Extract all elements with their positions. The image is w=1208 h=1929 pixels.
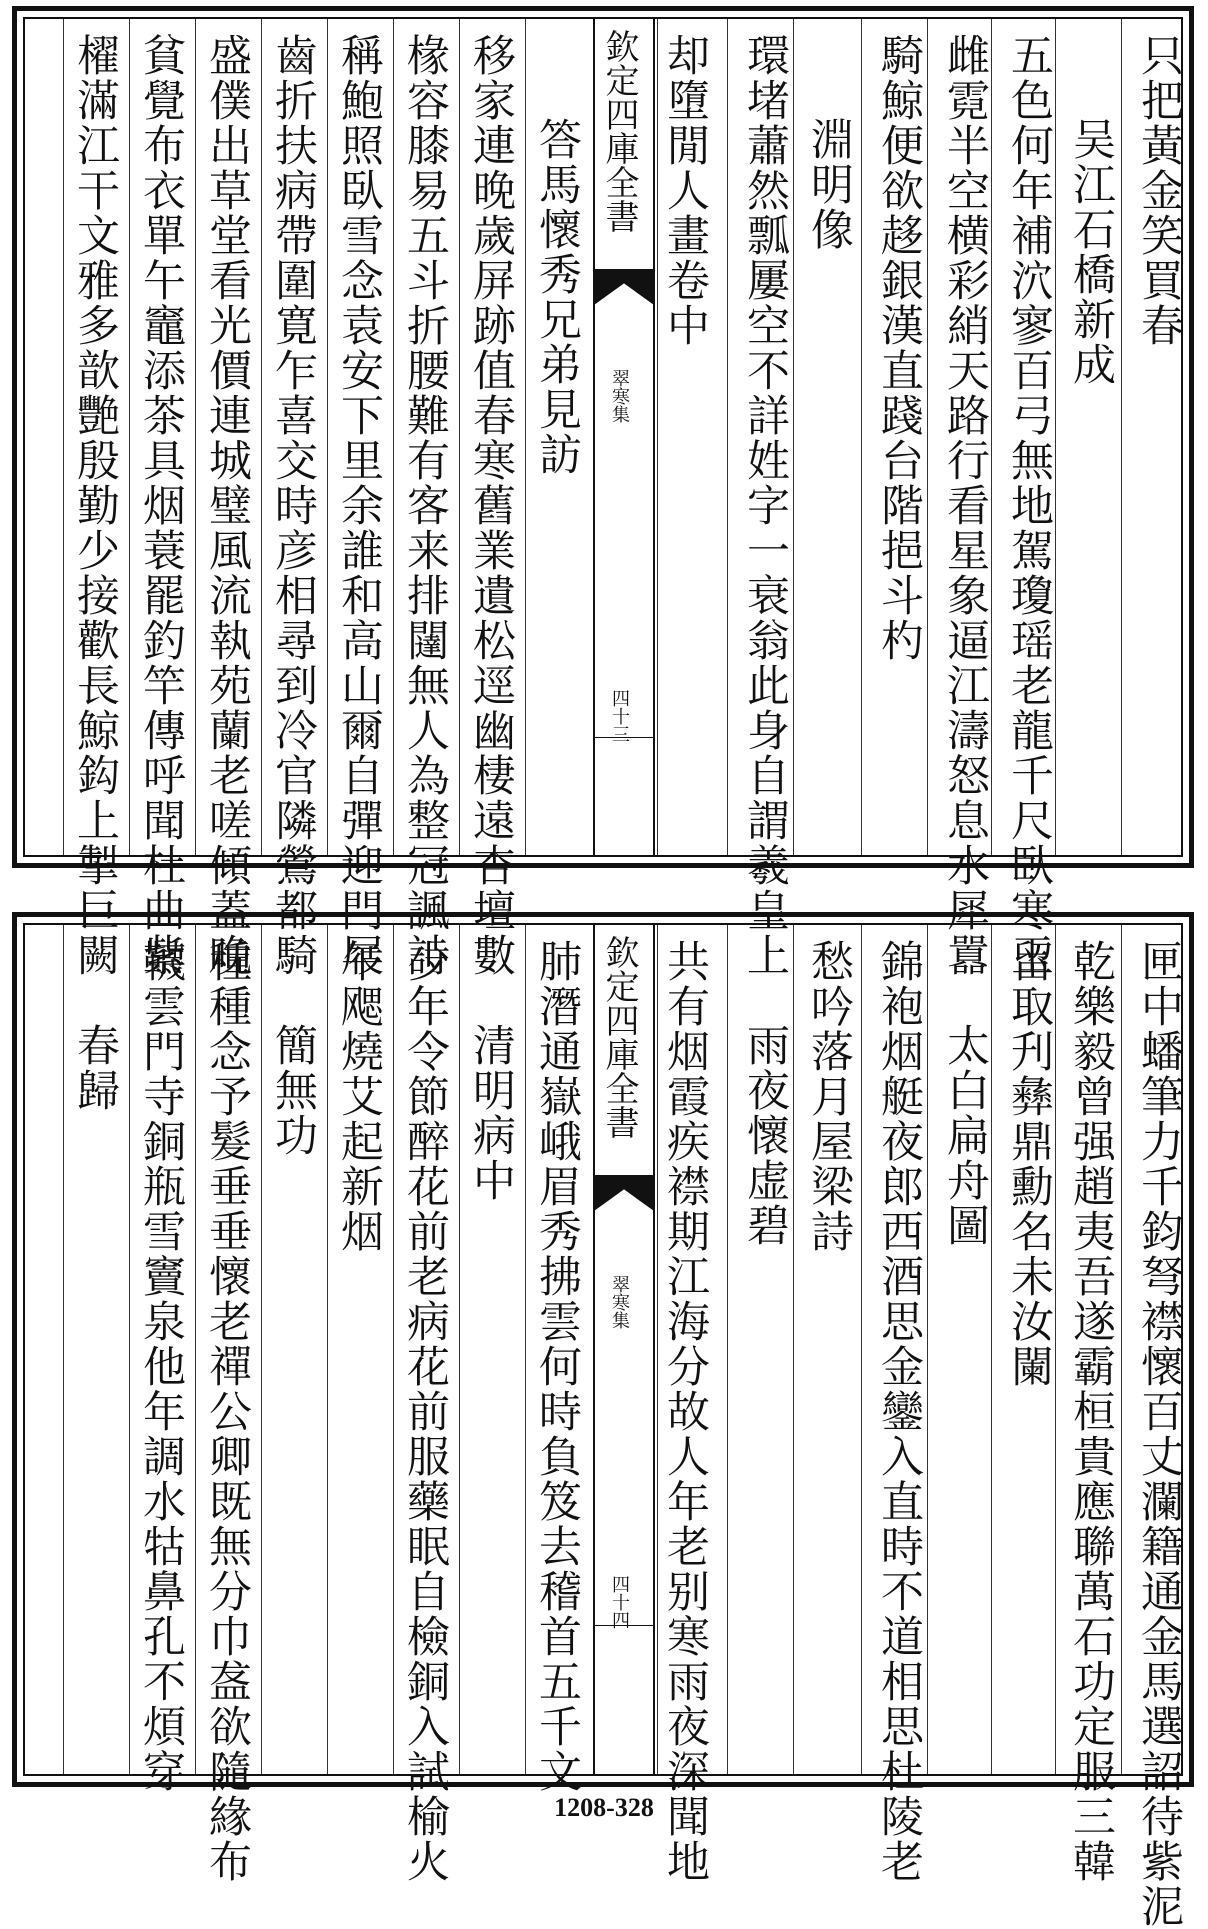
leaf-number: 四十四: [609, 1575, 630, 1629]
text-column: 留取刋彝鼎勳名未汝闌: [1004, 939, 1054, 1389]
top-page: [12, 6, 1194, 978]
text-column: 肺潛通嶽峨眉秀拂雲何時負笈去稽首五千文: [532, 939, 582, 1794]
text-column: 齒折扶病帶圍寛乍喜交時彦相尋到冷官隣鶯都騎: [268, 33, 318, 978]
text-column: 韈雲門寺銅瓶雪竇泉他年調水牯鼻孔不煩穿: [136, 939, 186, 1794]
text-column: 櫂滿江干文雅多歆艷殷勤少接歡長鯨鈎上掣巨闕: [70, 33, 120, 978]
poem-title: 雨夜懷虚碧: [740, 1023, 790, 1248]
text-column: 却墮閒人畫卷中: [660, 33, 710, 348]
fish-tail-mark: [594, 1175, 654, 1211]
top-page-frame: [23, 17, 1184, 978]
collection-title: 翠寒集: [609, 1275, 630, 1329]
text-column: 乾樂毅曾强趙夷吾遂霸桓貴應聯萬石功定服三韓: [1066, 939, 1116, 1884]
leaf-number: 四十三: [609, 689, 630, 743]
text-column: 匣中蟠筆力千鈞弩襟懷百丈瀾籍通金馬選詔待紫泥: [1134, 939, 1184, 1929]
text-column: 貧覺布衣單午竈添茶具烟蓑罷釣竿傳呼聞杜曲紫: [136, 33, 186, 978]
center-fold: [593, 925, 655, 1774]
text-column: 共有烟霞疾襟期江海分故人年老别寒雨夜深聞地: [660, 939, 710, 1884]
poem-title: 答馬懷秀兄弟見訪: [532, 117, 582, 477]
text-column: 只把黃金笑買春: [1134, 33, 1184, 348]
text-column: 盛僕出草堂看光價連城璧風流執苑蘭老嗟傾蓋晚: [202, 33, 252, 978]
text-column: 騎鯨便欲趍銀漢直踐台階挹斗杓: [874, 33, 924, 663]
text-column: 稱鮑照臥雪念袁安下里余誰和高山爾自彈迎門屐: [334, 33, 384, 978]
text-column: 種種念予髮垂垂懷老禪公卿既無分巾盋欲隨緣布: [202, 939, 252, 1884]
poem-title: 簡無功: [268, 1023, 318, 1158]
library-label: 欽定四庫全書: [599, 29, 639, 233]
center-fold: [593, 19, 655, 855]
poem-title: 清明病中: [466, 1023, 516, 1203]
poem-title: 春歸: [70, 1023, 120, 1113]
poem-title: 吴江石橋新成: [1066, 117, 1116, 387]
text-column: 錦袍烟艇夜郎西酒思金鑾入直時不道相思杜陵老: [874, 939, 924, 1884]
page-number: 1208-328: [554, 1793, 654, 1822]
poem-title: 淵明像: [804, 117, 854, 252]
library-label: 欽定四庫全書: [599, 935, 639, 1139]
text-column: 雌霓半空横彩綃天路行看星象逼江濤怒息水犀囂: [940, 33, 990, 978]
collection-title: 翠寒集: [609, 369, 630, 423]
text-column: 環堵蕭然瓢屢空不詳姓字一衰翁此身自謂羲皇上: [740, 33, 790, 978]
text-column: 少年令節醉花前老病花前服藥眠自檢銅入試榆火: [400, 939, 450, 1884]
text-column: 五色何年補泬寥百弓無地駕瓊瑶老龍千尺臥寒玉: [1004, 33, 1054, 978]
fish-tail-mark: [594, 269, 654, 305]
text-column: 愁吟落月屋梁詩: [804, 939, 854, 1254]
text-column: 移家連晚歲屏跡值春寒舊業遺松逕幽棲遠杏壇數: [466, 33, 516, 978]
text-column: 午飔燒艾起新烟: [334, 939, 384, 1254]
text-column: 椽容膝易五斗折腰難有客来排闥無人為整冠諷詩: [400, 33, 450, 978]
poem-title: 太白扁舟圖: [940, 1023, 990, 1248]
